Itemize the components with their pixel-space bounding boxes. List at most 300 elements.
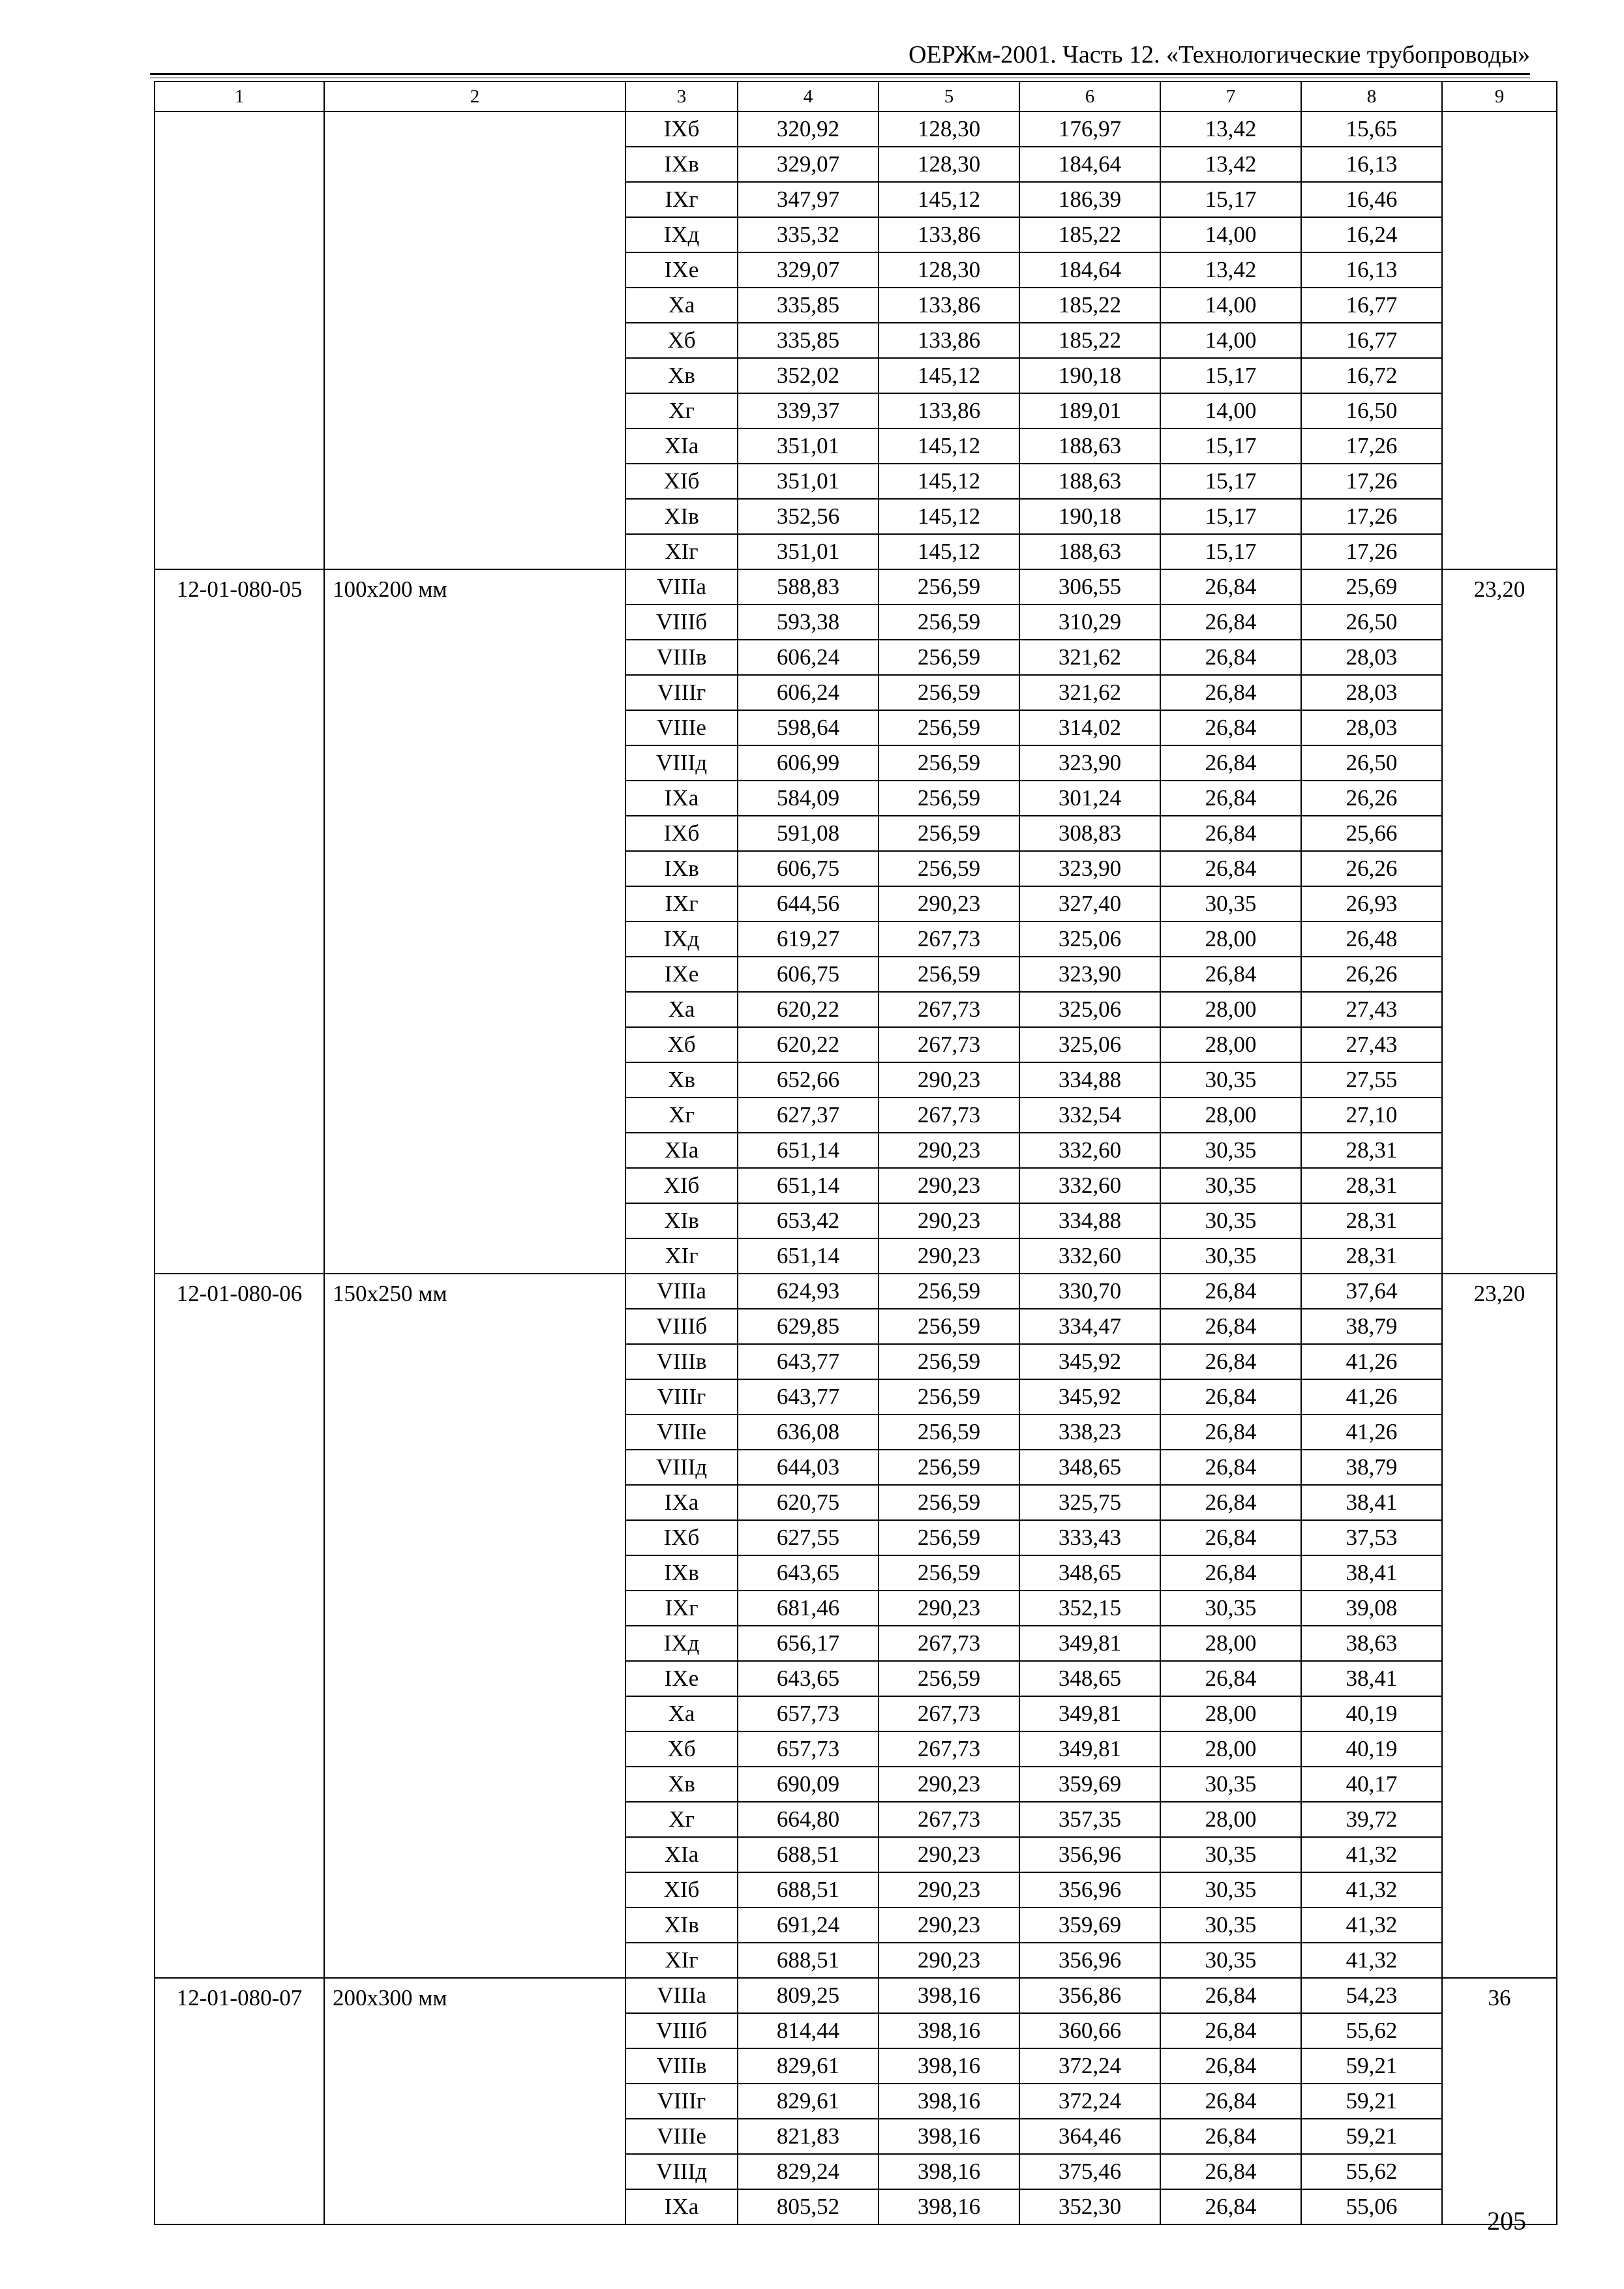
labor-cost-cell: 267,73: [879, 1731, 1019, 1767]
operators-wage-cell: 26,84: [1160, 1274, 1301, 1309]
total-cost-cell: 352,56: [738, 499, 879, 534]
materials-cost-cell: 38,63: [1301, 1626, 1442, 1661]
machines-cost-cell: 332,60: [1019, 1238, 1160, 1274]
total-cost-cell: 643,77: [738, 1379, 879, 1414]
total-cost-cell: 593,38: [738, 605, 879, 640]
labor-cost-cell: 290,23: [879, 1837, 1019, 1872]
materials-cost-cell: 59,21: [1301, 2119, 1442, 2154]
rates-table-body: [155, 82, 1557, 2224]
labor-cost-cell: 256,59: [879, 1520, 1019, 1555]
machines-cost-cell: 348,65: [1019, 1661, 1160, 1696]
labor-cost-cell: 398,16: [879, 2048, 1019, 2084]
total-cost-cell: 627,55: [738, 1520, 879, 1555]
column-number: 1: [155, 82, 324, 112]
materials-cost-cell: 25,66: [1301, 816, 1442, 851]
operators-wage-cell: 30,35: [1160, 1133, 1301, 1168]
materials-cost-cell: 16,13: [1301, 147, 1442, 182]
operators-wage-cell: 26,84: [1160, 1344, 1301, 1379]
labor-cost-cell: 256,59: [879, 1485, 1019, 1520]
class-cell: VIIIа: [625, 569, 738, 605]
labor-cost-cell: 145,12: [879, 499, 1019, 534]
labor-cost-cell: 290,23: [879, 1908, 1019, 1943]
total-cost-cell: 620,22: [738, 1027, 879, 1062]
class-cell: IXв: [625, 851, 738, 886]
total-cost-cell: 329,07: [738, 252, 879, 288]
materials-cost-cell: 28,31: [1301, 1168, 1442, 1203]
materials-cost-cell: 55,62: [1301, 2154, 1442, 2189]
machines-cost-cell: 190,18: [1019, 499, 1160, 534]
machines-cost-cell: 188,63: [1019, 428, 1160, 464]
class-cell: VIIIг: [625, 2084, 738, 2119]
labor-cost-cell: 256,59: [879, 710, 1019, 745]
materials-cost-cell: 37,64: [1301, 1274, 1442, 1309]
machines-cost-cell: 375,46: [1019, 2154, 1160, 2189]
total-cost-cell: 591,08: [738, 816, 879, 851]
machines-cost-cell: 349,81: [1019, 1626, 1160, 1661]
materials-cost-cell: 39,72: [1301, 1802, 1442, 1837]
class-cell: IXе: [625, 957, 738, 992]
labor-cost-cell: 256,59: [879, 745, 1019, 781]
machines-cost-cell: 352,15: [1019, 1591, 1160, 1626]
materials-cost-cell: 16,77: [1301, 288, 1442, 323]
total-cost-cell: 629,85: [738, 1309, 879, 1344]
machines-cost-cell: 185,22: [1019, 288, 1160, 323]
labor-cost-cell: 256,59: [879, 1555, 1019, 1591]
machines-cost-cell: 176,97: [1019, 112, 1160, 147]
materials-cost-cell: 26,26: [1301, 781, 1442, 816]
operators-wage-cell: 26,84: [1160, 745, 1301, 781]
machines-cost-cell: 359,69: [1019, 1767, 1160, 1802]
operators-wage-cell: 26,84: [1160, 710, 1301, 745]
machines-cost-cell: 327,40: [1019, 886, 1160, 921]
machines-cost-cell: 364,46: [1019, 2119, 1160, 2154]
total-cost-cell: 598,64: [738, 710, 879, 745]
table-row: [155, 569, 1557, 605]
operators-wage-cell: 30,35: [1160, 1168, 1301, 1203]
labor-cost-cell: 256,59: [879, 851, 1019, 886]
total-cost-cell: 620,75: [738, 1485, 879, 1520]
machines-cost-cell: 348,65: [1019, 1450, 1160, 1485]
materials-cost-cell: 15,65: [1301, 112, 1442, 147]
machines-cost-cell: 188,63: [1019, 534, 1160, 569]
total-cost-cell: 606,75: [738, 957, 879, 992]
class-cell: IXа: [625, 781, 738, 816]
operators-wage-cell: 15,17: [1160, 464, 1301, 499]
materials-cost-cell: 16,77: [1301, 323, 1442, 358]
position-code-cell: 12-01-080-06: [155, 1274, 324, 1978]
total-cost-cell: 651,14: [738, 1168, 879, 1203]
labor-cost-cell: 256,59: [879, 1450, 1019, 1485]
machines-cost-cell: 184,64: [1019, 252, 1160, 288]
total-cost-cell: 681,46: [738, 1591, 879, 1626]
labor-cost-cell: 267,73: [879, 1802, 1019, 1837]
labor-cost-cell: 145,12: [879, 428, 1019, 464]
total-cost-cell: 606,24: [738, 640, 879, 675]
class-cell: VIIIа: [625, 1978, 738, 2013]
operators-wage-cell: 14,00: [1160, 323, 1301, 358]
materials-cost-cell: 16,72: [1301, 358, 1442, 393]
total-cost-cell: 805,52: [738, 2189, 879, 2224]
class-cell: VIIIе: [625, 1414, 738, 1450]
class-cell: IXг: [625, 1591, 738, 1626]
machines-cost-cell: 330,70: [1019, 1274, 1160, 1309]
total-cost-cell: 624,93: [738, 1274, 879, 1309]
materials-cost-cell: 40,19: [1301, 1731, 1442, 1767]
machines-cost-cell: 332,60: [1019, 1133, 1160, 1168]
labor-hours-cell: [1442, 112, 1557, 569]
machines-cost-cell: 325,06: [1019, 921, 1160, 957]
total-cost-cell: 335,85: [738, 288, 879, 323]
machines-cost-cell: 190,18: [1019, 358, 1160, 393]
operators-wage-cell: 30,35: [1160, 1837, 1301, 1872]
labor-cost-cell: 256,59: [879, 1274, 1019, 1309]
total-cost-cell: 829,24: [738, 2154, 879, 2189]
class-cell: XIв: [625, 499, 738, 534]
labor-cost-cell: 256,59: [879, 675, 1019, 710]
materials-cost-cell: 26,26: [1301, 957, 1442, 992]
materials-cost-cell: 17,26: [1301, 534, 1442, 569]
total-cost-cell: 606,24: [738, 675, 879, 710]
labor-cost-cell: 290,23: [879, 1062, 1019, 1098]
operators-wage-cell: 15,17: [1160, 428, 1301, 464]
class-cell: Xб: [625, 1027, 738, 1062]
operators-wage-cell: 26,84: [1160, 1379, 1301, 1414]
materials-cost-cell: 28,31: [1301, 1238, 1442, 1274]
operators-wage-cell: 26,84: [1160, 1978, 1301, 2013]
class-cell: IXг: [625, 182, 738, 217]
materials-cost-cell: 41,26: [1301, 1379, 1442, 1414]
total-cost-cell: 352,02: [738, 358, 879, 393]
class-cell: Xг: [625, 393, 738, 428]
class-cell: XIб: [625, 1168, 738, 1203]
materials-cost-cell: 27,43: [1301, 1027, 1442, 1062]
materials-cost-cell: 40,19: [1301, 1696, 1442, 1731]
column-number: 9: [1442, 82, 1557, 112]
materials-cost-cell: 28,03: [1301, 710, 1442, 745]
operators-wage-cell: 15,17: [1160, 358, 1301, 393]
total-cost-cell: 339,37: [738, 393, 879, 428]
labor-cost-cell: 290,23: [879, 1203, 1019, 1238]
rates-table: [154, 81, 1557, 2225]
materials-cost-cell: 40,17: [1301, 1767, 1442, 1802]
operators-wage-cell: 26,84: [1160, 1555, 1301, 1591]
materials-cost-cell: 16,50: [1301, 393, 1442, 428]
total-cost-cell: 829,61: [738, 2084, 879, 2119]
total-cost-cell: 688,51: [738, 1943, 879, 1978]
operators-wage-cell: 15,17: [1160, 534, 1301, 569]
total-cost-cell: 606,75: [738, 851, 879, 886]
total-cost-cell: 351,01: [738, 428, 879, 464]
labor-cost-cell: 290,23: [879, 1591, 1019, 1626]
class-cell: Xа: [625, 1696, 738, 1731]
labor-cost-cell: 267,73: [879, 1098, 1019, 1133]
total-cost-cell: 320,92: [738, 112, 879, 147]
machines-cost-cell: 325,06: [1019, 1027, 1160, 1062]
total-cost-cell: 335,32: [738, 217, 879, 252]
labor-cost-cell: 256,59: [879, 1309, 1019, 1344]
class-cell: IXб: [625, 816, 738, 851]
total-cost-cell: 643,65: [738, 1661, 879, 1696]
labor-cost-cell: 398,16: [879, 2189, 1019, 2224]
materials-cost-cell: 41,32: [1301, 1837, 1442, 1872]
column-number: 6: [1019, 82, 1160, 112]
total-cost-cell: 690,09: [738, 1767, 879, 1802]
machines-cost-cell: 352,30: [1019, 2189, 1160, 2224]
materials-cost-cell: 59,21: [1301, 2048, 1442, 2084]
operators-wage-cell: 26,84: [1160, 569, 1301, 605]
materials-cost-cell: 26,50: [1301, 605, 1442, 640]
materials-cost-cell: 38,79: [1301, 1309, 1442, 1344]
labor-cost-cell: 398,16: [879, 2119, 1019, 2154]
total-cost-cell: 329,07: [738, 147, 879, 182]
operators-wage-cell: 26,84: [1160, 1485, 1301, 1520]
operators-wage-cell: 15,17: [1160, 499, 1301, 534]
total-cost-cell: 619,27: [738, 921, 879, 957]
class-cell: XIа: [625, 428, 738, 464]
class-cell: VIIIв: [625, 2048, 738, 2084]
labor-cost-cell: 256,59: [879, 1379, 1019, 1414]
operators-wage-cell: 28,00: [1160, 921, 1301, 957]
labor-cost-cell: 290,23: [879, 886, 1019, 921]
machines-cost-cell: 189,01: [1019, 393, 1160, 428]
operators-wage-cell: 30,35: [1160, 1872, 1301, 1908]
machines-cost-cell: 321,62: [1019, 640, 1160, 675]
operators-wage-cell: 26,84: [1160, 2013, 1301, 2048]
operators-wage-cell: 28,00: [1160, 1027, 1301, 1062]
class-cell: IXа: [625, 1485, 738, 1520]
total-cost-cell: 651,14: [738, 1238, 879, 1274]
operators-wage-cell: 26,84: [1160, 2048, 1301, 2084]
total-cost-cell: 351,01: [738, 534, 879, 569]
labor-cost-cell: 128,30: [879, 147, 1019, 182]
operators-wage-cell: 26,84: [1160, 2084, 1301, 2119]
operators-wage-cell: 30,35: [1160, 1591, 1301, 1626]
labor-cost-cell: 256,59: [879, 1661, 1019, 1696]
class-cell: XIг: [625, 534, 738, 569]
table-row: [155, 1978, 1557, 2013]
machines-cost-cell: 334,47: [1019, 1309, 1160, 1344]
total-cost-cell: 644,03: [738, 1450, 879, 1485]
materials-cost-cell: 28,03: [1301, 675, 1442, 710]
labor-cost-cell: 398,16: [879, 2013, 1019, 2048]
materials-cost-cell: 17,26: [1301, 499, 1442, 534]
operators-wage-cell: 30,35: [1160, 1238, 1301, 1274]
header-rule-thick: [150, 73, 1530, 75]
operators-wage-cell: 26,84: [1160, 1520, 1301, 1555]
class-cell: XIг: [625, 1238, 738, 1274]
materials-cost-cell: 41,26: [1301, 1344, 1442, 1379]
labor-cost-cell: 256,59: [879, 781, 1019, 816]
labor-cost-cell: 145,12: [879, 534, 1019, 569]
materials-cost-cell: 28,31: [1301, 1133, 1442, 1168]
class-cell: XIв: [625, 1203, 738, 1238]
class-cell: VIIIа: [625, 1274, 738, 1309]
total-cost-cell: 657,73: [738, 1731, 879, 1767]
machines-cost-cell: 185,22: [1019, 323, 1160, 358]
column-number: 7: [1160, 82, 1301, 112]
class-cell: Xв: [625, 358, 738, 393]
class-cell: VIIIв: [625, 640, 738, 675]
operators-wage-cell: 26,84: [1160, 851, 1301, 886]
machines-cost-cell: 372,24: [1019, 2084, 1160, 2119]
labor-cost-cell: 145,12: [879, 358, 1019, 393]
operators-wage-cell: 30,35: [1160, 886, 1301, 921]
operators-wage-cell: 13,42: [1160, 252, 1301, 288]
total-cost-cell: 652,66: [738, 1062, 879, 1098]
table-row: [155, 1274, 1557, 1309]
page-header-title: ОЕРЖм-2001. Часть 12. «Технологические трубопроводы»: [908, 41, 1530, 68]
class-cell: XIб: [625, 464, 738, 499]
machines-cost-cell: 349,81: [1019, 1696, 1160, 1731]
materials-cost-cell: 17,26: [1301, 428, 1442, 464]
materials-cost-cell: 16,13: [1301, 252, 1442, 288]
materials-cost-cell: 41,26: [1301, 1414, 1442, 1450]
machines-cost-cell: 345,92: [1019, 1379, 1160, 1414]
operators-wage-cell: 28,00: [1160, 1731, 1301, 1767]
labor-hours-cell: 23,20: [1442, 1274, 1557, 1978]
operators-wage-cell: 28,00: [1160, 1802, 1301, 1837]
operators-wage-cell: 30,35: [1160, 1943, 1301, 1978]
machines-cost-cell: 349,81: [1019, 1731, 1160, 1767]
page-number: 205: [1487, 2206, 1526, 2236]
class-cell: IXб: [625, 1520, 738, 1555]
class-cell: XIа: [625, 1837, 738, 1872]
size-cell: [324, 112, 625, 569]
materials-cost-cell: 16,46: [1301, 182, 1442, 217]
labor-cost-cell: 133,86: [879, 288, 1019, 323]
machines-cost-cell: 310,29: [1019, 605, 1160, 640]
total-cost-cell: 588,83: [738, 569, 879, 605]
class-cell: Xб: [625, 1731, 738, 1767]
machines-cost-cell: 356,86: [1019, 1978, 1160, 2013]
operators-wage-cell: 26,84: [1160, 816, 1301, 851]
operators-wage-cell: 14,00: [1160, 288, 1301, 323]
operators-wage-cell: 26,84: [1160, 605, 1301, 640]
position-code-cell: 12-01-080-07: [155, 1978, 324, 2224]
materials-cost-cell: 41,32: [1301, 1943, 1442, 1978]
operators-wage-cell: 26,84: [1160, 2154, 1301, 2189]
operators-wage-cell: 26,84: [1160, 640, 1301, 675]
class-cell: Xа: [625, 992, 738, 1027]
labor-cost-cell: 267,73: [879, 1696, 1019, 1731]
operators-wage-cell: 30,35: [1160, 1203, 1301, 1238]
class-cell: IXа: [625, 2189, 738, 2224]
materials-cost-cell: 59,21: [1301, 2084, 1442, 2119]
labor-cost-cell: 256,59: [879, 957, 1019, 992]
labor-cost-cell: 128,30: [879, 252, 1019, 288]
labor-cost-cell: 398,16: [879, 1978, 1019, 2013]
total-cost-cell: 656,17: [738, 1626, 879, 1661]
position-code-cell: [155, 112, 324, 569]
operators-wage-cell: 26,84: [1160, 1661, 1301, 1696]
operators-wage-cell: 28,00: [1160, 1626, 1301, 1661]
total-cost-cell: 829,61: [738, 2048, 879, 2084]
class-cell: VIIIе: [625, 2119, 738, 2154]
labor-cost-cell: 267,73: [879, 1027, 1019, 1062]
labor-cost-cell: 267,73: [879, 1626, 1019, 1661]
materials-cost-cell: 26,93: [1301, 886, 1442, 921]
labor-cost-cell: 256,59: [879, 816, 1019, 851]
total-cost-cell: 584,09: [738, 781, 879, 816]
total-cost-cell: 664,80: [738, 1802, 879, 1837]
operators-wage-cell: 14,00: [1160, 217, 1301, 252]
class-cell: VIIIд: [625, 1450, 738, 1485]
labor-cost-cell: 290,23: [879, 1133, 1019, 1168]
machines-cost-cell: 356,96: [1019, 1837, 1160, 1872]
machines-cost-cell: 186,39: [1019, 182, 1160, 217]
machines-cost-cell: 325,75: [1019, 1485, 1160, 1520]
class-cell: Xб: [625, 323, 738, 358]
labor-cost-cell: 398,16: [879, 2154, 1019, 2189]
materials-cost-cell: 39,08: [1301, 1591, 1442, 1626]
class-cell: VIIIб: [625, 1309, 738, 1344]
class-cell: VIIIг: [625, 675, 738, 710]
materials-cost-cell: 41,32: [1301, 1908, 1442, 1943]
operators-wage-cell: 28,00: [1160, 1098, 1301, 1133]
operators-wage-cell: 13,42: [1160, 147, 1301, 182]
size-cell: 100х200 мм: [324, 569, 625, 1274]
materials-cost-cell: 26,48: [1301, 921, 1442, 957]
total-cost-cell: 347,97: [738, 182, 879, 217]
labor-cost-cell: 290,23: [879, 1943, 1019, 1978]
total-cost-cell: 351,01: [738, 464, 879, 499]
total-cost-cell: 821,83: [738, 2119, 879, 2154]
class-cell: VIIIд: [625, 745, 738, 781]
labor-cost-cell: 398,16: [879, 2084, 1019, 2119]
class-cell: Xг: [625, 1802, 738, 1837]
labor-cost-cell: 133,86: [879, 323, 1019, 358]
class-cell: IXд: [625, 1626, 738, 1661]
machines-cost-cell: 323,90: [1019, 745, 1160, 781]
total-cost-cell: 691,24: [738, 1908, 879, 1943]
class-cell: Xв: [625, 1767, 738, 1802]
total-cost-cell: 814,44: [738, 2013, 879, 2048]
machines-cost-cell: 338,23: [1019, 1414, 1160, 1450]
total-cost-cell: 627,37: [738, 1098, 879, 1133]
total-cost-cell: 606,99: [738, 745, 879, 781]
size-cell: 150х250 мм: [324, 1274, 625, 1978]
machines-cost-cell: 325,06: [1019, 992, 1160, 1027]
column-number: 5: [879, 82, 1019, 112]
labor-cost-cell: 128,30: [879, 112, 1019, 147]
labor-cost-cell: 267,73: [879, 921, 1019, 957]
total-cost-cell: 653,42: [738, 1203, 879, 1238]
materials-cost-cell: 37,53: [1301, 1520, 1442, 1555]
class-cell: Xа: [625, 288, 738, 323]
labor-cost-cell: 256,59: [879, 1414, 1019, 1450]
machines-cost-cell: 334,88: [1019, 1062, 1160, 1098]
total-cost-cell: 636,08: [738, 1414, 879, 1450]
labor-cost-cell: 267,73: [879, 992, 1019, 1027]
operators-wage-cell: 30,35: [1160, 1062, 1301, 1098]
class-cell: IXд: [625, 217, 738, 252]
total-cost-cell: 643,77: [738, 1344, 879, 1379]
operators-wage-cell: 13,42: [1160, 112, 1301, 147]
materials-cost-cell: 16,24: [1301, 217, 1442, 252]
class-cell: VIIIб: [625, 2013, 738, 2048]
materials-cost-cell: 25,69: [1301, 569, 1442, 605]
machines-cost-cell: 188,63: [1019, 464, 1160, 499]
operators-wage-cell: 30,35: [1160, 1767, 1301, 1802]
class-cell: IXе: [625, 1661, 738, 1696]
materials-cost-cell: 55,06: [1301, 2189, 1442, 2224]
materials-cost-cell: 38,41: [1301, 1555, 1442, 1591]
total-cost-cell: 688,51: [738, 1837, 879, 1872]
materials-cost-cell: 41,32: [1301, 1872, 1442, 1908]
size-cell: 200х300 мм: [324, 1978, 625, 2224]
class-cell: IXв: [625, 1555, 738, 1591]
class-cell: IXе: [625, 252, 738, 288]
